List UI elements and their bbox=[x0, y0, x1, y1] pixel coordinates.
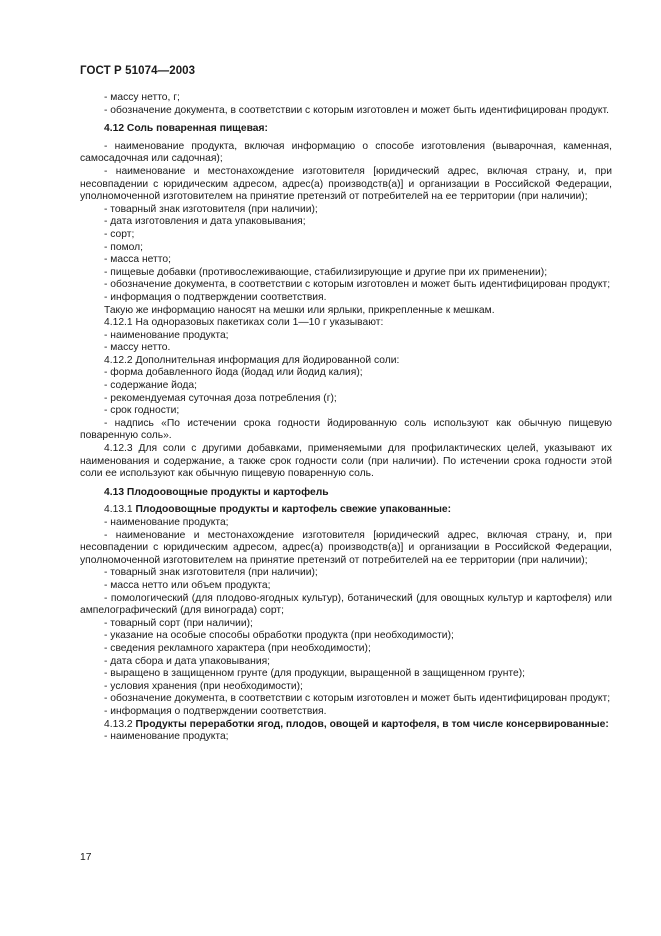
list-item: - дата изготовления и дата упаковывания; bbox=[104, 216, 306, 228]
section-number: 4.12 bbox=[104, 123, 125, 135]
list-item: - наименование продукта; bbox=[104, 731, 229, 743]
list-item: - помологический (для плодово-ягодных культур), ботанический (для овощных культур и картофеля) или ампелографический (для винограда) сорт; bbox=[80, 592, 612, 617]
list-item: - рекомендуемая суточная доза потребления (г); bbox=[104, 392, 337, 404]
subsection-4-12-3: 4.12.3 Для соли с другими добавками, применяемыми для профилактических целей, указывают их наименования и содержание, а также срок годности соли (при наличии). По истечении срока годности этой соли ее используют как обычную пищевую поваренную соль. bbox=[80, 443, 612, 480]
list-item: - обозначение документа, в соответствии с которым изготовлен и может быть идентифицирован продукт; bbox=[104, 693, 611, 705]
section-heading-4-12 bbox=[80, 123, 612, 136]
section-title: Соль поваренная пищевая: bbox=[126, 123, 268, 135]
list-item: - товарный знак изготовителя (при наличии); bbox=[104, 203, 318, 215]
list-item: - наименование и местонахождение изготовителя [юридический адрес, включая страну, и, при несовпадении с юридическим адресом, адрес(а) производств(а)] и организации в Российской Федерации, уполномоченной изготовителем на принятие претензий от потребителей на ее территории (при наличии); bbox=[80, 165, 612, 203]
list-item: - товарный знак изготовителя (при наличии); bbox=[104, 567, 318, 579]
section-number: 4.13 bbox=[104, 486, 125, 498]
subsection-number: 4.13.2 bbox=[104, 718, 133, 730]
list-item: - условия хранения (при необходимости); bbox=[104, 680, 303, 692]
subsection-number: 4.13.1 bbox=[104, 504, 133, 516]
list-item: - сорт; bbox=[104, 228, 135, 240]
section-title: Плодоовощные продукты и картофель bbox=[126, 486, 329, 498]
subsection-4-12-2: 4.12.2 Дополнительная информация для йодированной соли: bbox=[104, 354, 400, 366]
list-item: - выращено в защищенном грунте (для продукции, выращенной в защищенном грунте); bbox=[104, 668, 526, 680]
page-number: 17 bbox=[80, 852, 92, 863]
list-item: - информация о подтверждении соответствия. bbox=[104, 705, 327, 717]
list-item: - наименование продукта; bbox=[104, 517, 229, 528]
subsection-heading-4-13-1 bbox=[80, 504, 612, 517]
list-item: - дата сбора и дата упаковывания; bbox=[104, 655, 271, 667]
document-body bbox=[80, 92, 612, 744]
list-item: - наименование продукта, включая информацию о способе изготовления (выварочная, каменная, самосадочная или садочная); bbox=[80, 140, 612, 165]
list-item: - содержание йода; bbox=[104, 380, 198, 392]
list-item: - товарный сорт (при наличии); bbox=[104, 617, 253, 629]
list-item: - массу нетто. bbox=[104, 342, 171, 354]
list-item: - форма добавленного йода (йодад или йодид калия); bbox=[104, 367, 363, 379]
section-heading-4-13 bbox=[80, 487, 612, 500]
list-item: - обозначение документа, в соответствии с которым изготовлен и может быть идентифицирован продукт. bbox=[104, 104, 609, 116]
list-item: - сведения рекламного характера (при необходимости); bbox=[104, 642, 371, 654]
list-item: - помол; bbox=[104, 241, 144, 253]
list-item: - масса нетто или объем продукта; bbox=[104, 579, 271, 591]
subsection-4-12-1: 4.12.1 На одноразовых пакетиках соли 1—10 г указывают: bbox=[104, 317, 384, 329]
document-header: ГОСТ Р 51074—2003 bbox=[80, 65, 196, 77]
list-item: - массу нетто, г; bbox=[104, 92, 180, 103]
paragraph: Такую же информацию наносят на мешки или ярлыки, прикрепленные к мешкам. bbox=[104, 304, 495, 316]
list-item: - информация о подтверждении соответствия. bbox=[104, 291, 327, 303]
list-item: - наименование и местонахождение изготовителя [юридический адрес, включая страну, и, при несовпадении с юридическим адресом, адрес(а) производств(а)] и организации в Российской Федерации, уполномоченной изготовителем на принятие претензий от потребителей на ее территории (при наличии); bbox=[80, 529, 612, 566]
list-item: - наименование продукта; bbox=[104, 329, 229, 341]
list-item: - масса нетто; bbox=[104, 254, 171, 266]
subsection-title: Продукты переработки ягод, плодов, овощей и картофеля, в том числе консервированные: bbox=[135, 718, 609, 730]
list-item: - надпись «По истечении срока годности йодированную соль используют как обычную пищевую поваренную соль». bbox=[80, 417, 612, 442]
list-item: - указание на особые способы обработки продукта (при необходимости); bbox=[104, 630, 454, 642]
subsection-heading-4-13-2 bbox=[80, 719, 612, 732]
list-item: - срок годности; bbox=[104, 405, 180, 417]
list-item: - пищевые добавки (противослеживающие, стабилизирующие и другие при их применении); bbox=[104, 266, 548, 278]
subsection-title: Плодоовощные продукты и картофель свежие упакованные: bbox=[135, 504, 452, 516]
list-item: - обозначение документа, в соответствии с которым изготовлен и может быть идентифицирован продукт; bbox=[104, 279, 611, 291]
